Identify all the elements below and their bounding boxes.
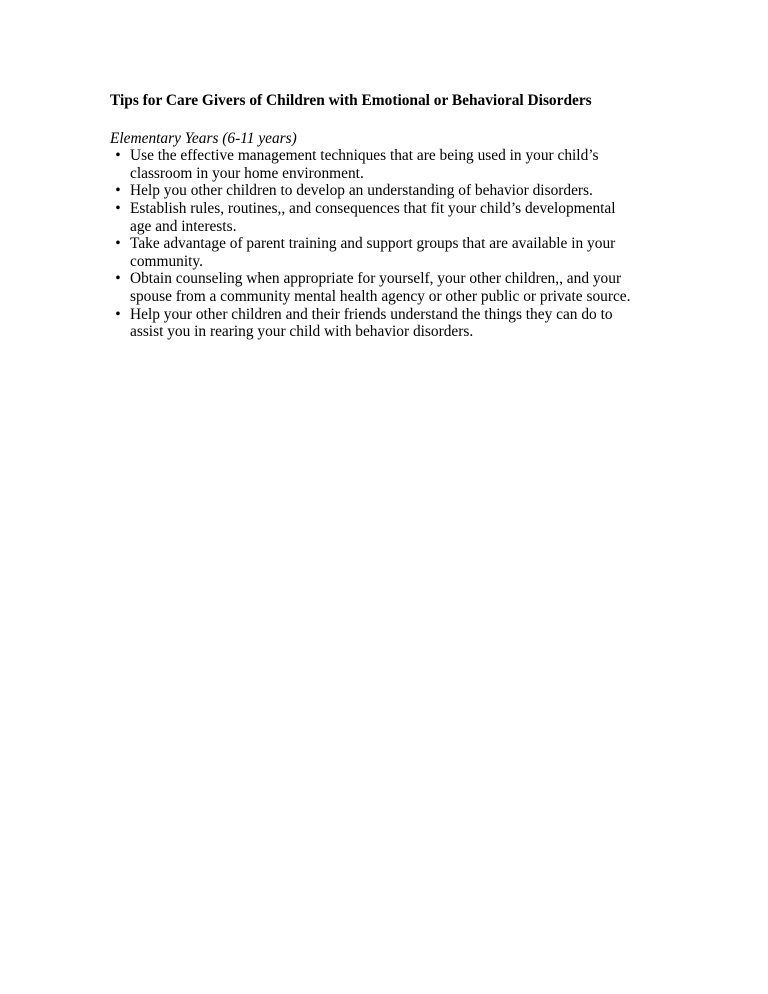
tips-list: [110, 147, 670, 341]
list-item-line: Establish rules, routines,, and consequences that fit your child’s developmental: [130, 199, 616, 217]
list-item: [110, 306, 670, 341]
list-item-line: age and interests.: [130, 217, 237, 235]
list-item-line: assist you in rearing your child with behavior disorders.: [130, 323, 474, 341]
list-item: [110, 200, 670, 235]
bullet-icon: •: [115, 199, 121, 217]
bullet-icon: •: [115, 182, 121, 200]
list-item: [110, 147, 670, 182]
list-item-line: Obtain counseling when appropriate for yourself, your other children,, and your: [130, 270, 622, 288]
bullet-icon: •: [115, 270, 121, 288]
list-item-line: spouse from a community mental health agency or other public or private source.: [130, 287, 631, 305]
document-page: [110, 92, 670, 341]
list-item-line: Help you other children to develop an understanding of behavior disorders.: [130, 182, 593, 200]
section-heading: Elementary Years (6-11 years): [110, 129, 297, 147]
list-item: [110, 270, 670, 305]
list-item-line: classroom in your home environment.: [130, 164, 364, 182]
list-item-line: Use the effective management techniques that are being used in your child’s: [130, 147, 599, 165]
bullet-icon: •: [115, 147, 121, 165]
list-item-line: Take advantage of parent training and support groups that are available in your: [130, 235, 616, 253]
bullet-icon: •: [115, 235, 121, 253]
document-title: Tips for Care Givers of Children with Emotional or Behavioral Disorders: [110, 92, 592, 109]
list-item: [110, 182, 670, 200]
list-item: [110, 235, 670, 270]
bullet-icon: •: [115, 305, 121, 323]
list-item-line: community.: [130, 252, 203, 270]
list-item-line: Help your other children and their friends understand the things they can do to: [130, 305, 613, 323]
